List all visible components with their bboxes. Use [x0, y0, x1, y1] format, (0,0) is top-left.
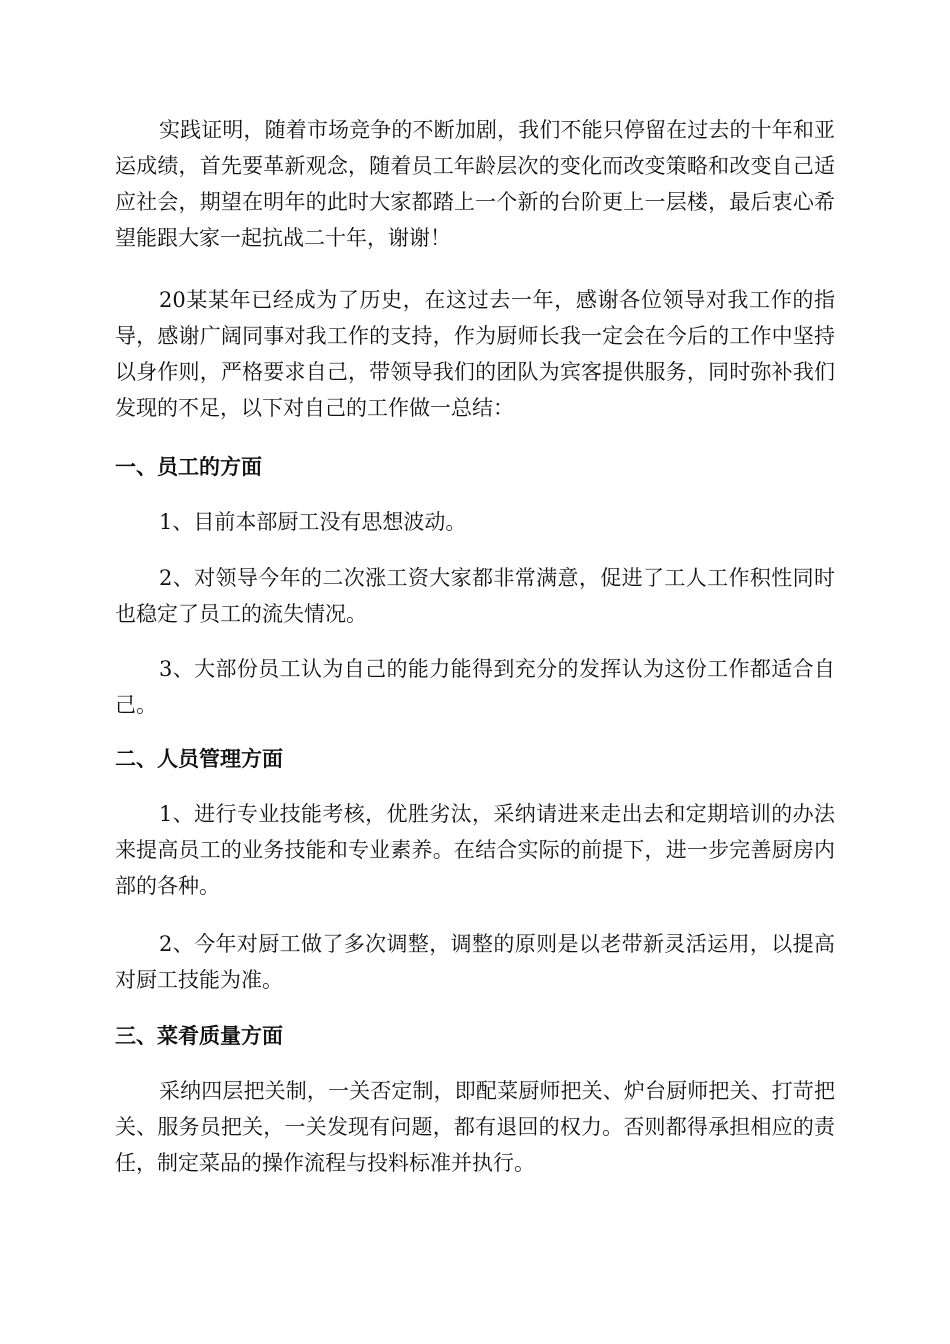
section-heading-staff: 一、员工的方面: [115, 455, 262, 479]
paragraph-intro: 实践证明，随着市场竞争的不断加剧，我们不能只停留在过去的十年和亚运成绩，首先要革新观念，随着员工年龄层次的变化而改变策略和改变自己适应社会，期望在明年的此时大家都踏上一个新的台阶更上一层楼，最后衷心希望能跟大家一起抗战二十年，谢谢！: [115, 118, 835, 250]
list-item-personnel-2: 2、今年对厨工做了多次调整，调整的原则是以老带新灵活运用，以提高对厨工技能为准。: [115, 932, 835, 992]
list-item-staff-2: 2、对领导今年的二次涨工资大家都非常满意，促进了工人工作积性同时也稳定了员工的流失情况。: [115, 566, 835, 626]
paragraph-summary-opening: 20某某年已经成为了历史，在这过去一年，感谢各位领导对我工作的指导，感谢广阔同事对我工作的支持，作为厨师长我一定会在今后的工作中坚持以身作则，严格要求自己，带领导我们的团队为宾客提供服务，同时弥补我们发现的不足，以下对自己的工作做一总结：: [115, 288, 835, 420]
section-heading-dish-quality: 三、菜肴质量方面: [115, 1024, 283, 1048]
section-heading-personnel: 二、人员管理方面: [115, 747, 283, 771]
paragraph-dish-quality: 采纳四层把关制，一关否定制，即配菜厨师把关、炉台厨师把关、打苛把关、服务员把关，一关发现有问题，都有退回的权力。否则都得承担相应的责任，制定菜品的操作流程与投料标准并执行。: [115, 1079, 835, 1175]
list-item-staff-1: 1、目前本部厨工没有思想波动。: [159, 510, 467, 534]
list-item-staff-3: 3、大部份员工认为自己的能力能得到充分的发挥认为这份工作都适合自己。: [115, 657, 835, 717]
list-item-personnel-1: 1、进行专业技能考核，优胜劣汰，采纳请进来走出去和定期培训的办法来提高员工的业务技能和专业素养。在结合实际的前提下，进一步完善厨房内部的各种。: [115, 802, 835, 898]
